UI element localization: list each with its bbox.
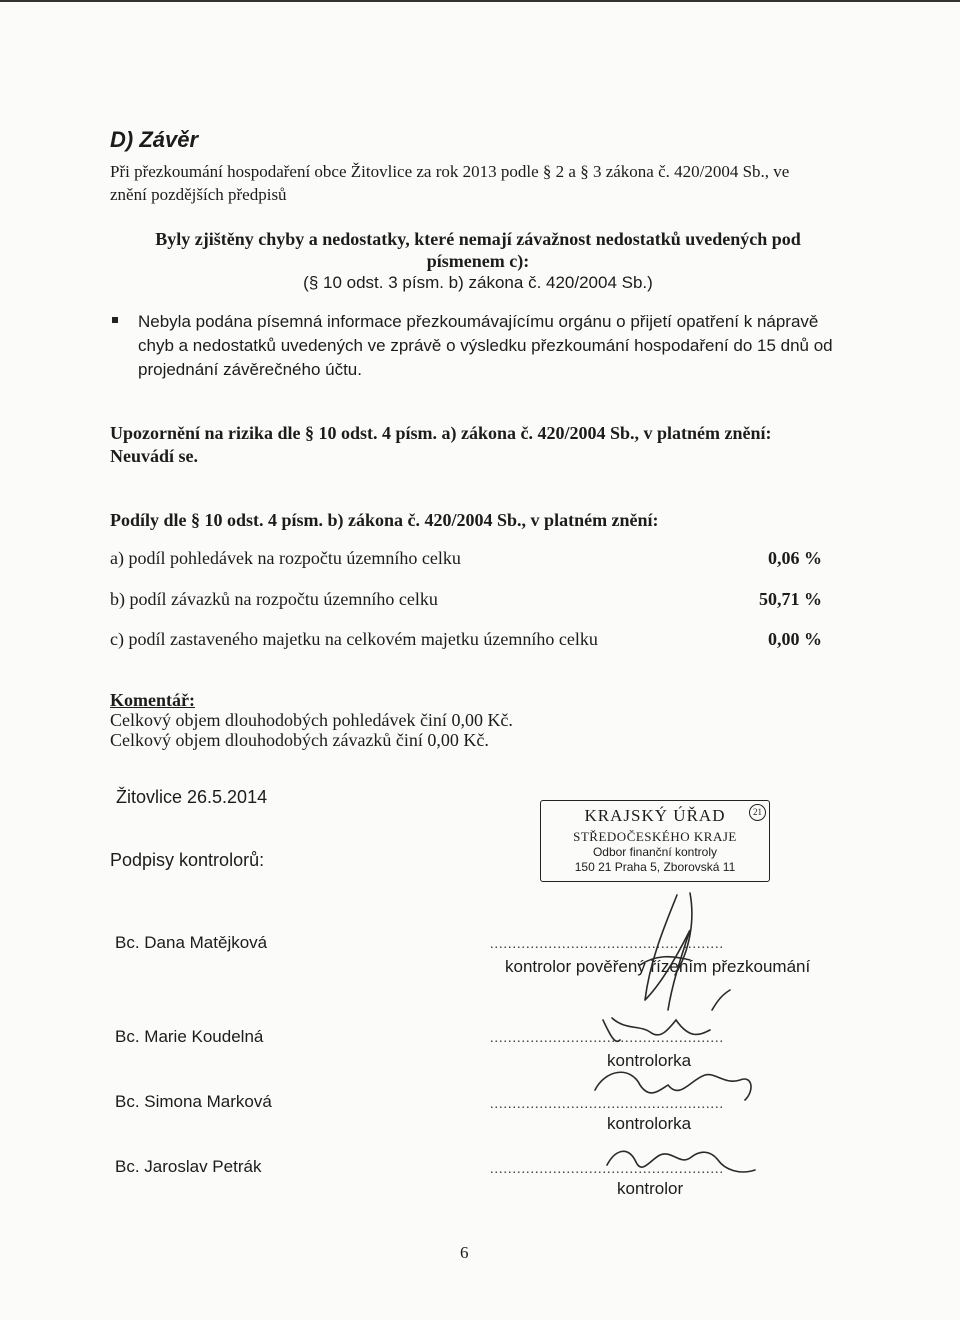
- place-and-date: Žitovlice 26.5.2014: [116, 787, 268, 807]
- signature-scribble: [595, 1072, 751, 1100]
- section-heading: D) Závěr: [110, 127, 199, 152]
- intro-paragraph: Při přezkoumání hospodaření obce Žitovlice za rok 2013 podle § 2 a § 3 zákona č. 420/2004 Sb., ve znění pozdějších předpisů: [110, 162, 790, 204]
- share-label: c) podíl zastaveného majetku na celkovém majetku územního celku: [110, 629, 598, 649]
- stamp-number: 21: [749, 804, 766, 821]
- signer-name: Bc. Dana Matějková: [115, 933, 268, 952]
- comment-line: Celkový objem dlouhodobých pohledávek činí 0,00 Kč.: [110, 710, 513, 730]
- signature-dots: ....................................................: [490, 937, 724, 952]
- signature-scribble: [640, 893, 692, 1010]
- signature-dots: ....................................................: [490, 1162, 724, 1177]
- share-value: 50,71 %: [759, 589, 822, 609]
- stamp-line-3: Odbor finanční kontroly: [592, 845, 718, 859]
- signature-scribble: [607, 1151, 755, 1172]
- signature-dots: ....................................................: [490, 1031, 724, 1046]
- finding-title: Byly zjištěny chyby a nedostatky, které nemají závažnost nedostatků uvedených pod písmenem c):: [155, 229, 801, 271]
- stamp-line-1: KRAJSKÝ ÚŘAD: [584, 806, 726, 825]
- signature-scribble: [603, 990, 730, 1041]
- risks-title: Upozornění na rizika dle § 10 odst. 4 písm. a) zákona č. 420/2004 Sb., v platném znění:: [110, 423, 772, 443]
- stamp-line-2: STŘEDOČESKÉHO KRAJE: [573, 829, 737, 844]
- share-label: b) podíl závazků na rozpočtu územního celku: [110, 589, 438, 609]
- signer-role: kontrolor: [617, 1179, 684, 1198]
- share-label: a) podíl pohledávek na rozpočtu územního celku: [110, 548, 461, 568]
- signer-role: kontrolorka: [607, 1114, 692, 1133]
- signatures-label: Podpisy kontrolorů:: [110, 850, 265, 870]
- comment-line: Celkový objem dlouhodobých závazků činí 0,00 Kč.: [110, 730, 489, 750]
- signer-name: Bc. Jaroslav Petrák: [115, 1157, 262, 1176]
- stamp-line-4: 150 21 Praha 5, Zborovská 11: [574, 860, 736, 874]
- finding-bullet-text: Nebyla podána písemná informace přezkoumávajícímu orgánu o přijetí opatření k nápravě chyb a nedostatků uvedených ve zprávě o výsledku přezkoumání hospodaření do 15 dnů od projednání závěrečného účtu.: [138, 312, 833, 379]
- shares-title: Podíly dle § 10 odst. 4 písm. b) zákona č. 420/2004 Sb., v platném znění:: [110, 510, 659, 530]
- signer-name: Bc. Marie Koudelná: [115, 1027, 264, 1046]
- signer-name: Bc. Simona Marková: [115, 1092, 272, 1111]
- page-number: 6: [460, 1243, 469, 1262]
- risks-value: Neuvádí se.: [110, 446, 199, 466]
- signer-role: kontrolorka: [607, 1051, 692, 1070]
- signer-role: kontrolor pověřený řízením přezkoumání: [505, 957, 811, 976]
- share-value: 0,06 %: [768, 548, 822, 568]
- finding-reference: (§ 10 odst. 3 písm. b) zákona č. 420/2004 Sb.): [303, 273, 653, 292]
- signature-dots: ....................................................: [490, 1097, 724, 1112]
- share-value: 0,00 %: [768, 629, 822, 649]
- comment-title: Komentář:: [110, 690, 195, 710]
